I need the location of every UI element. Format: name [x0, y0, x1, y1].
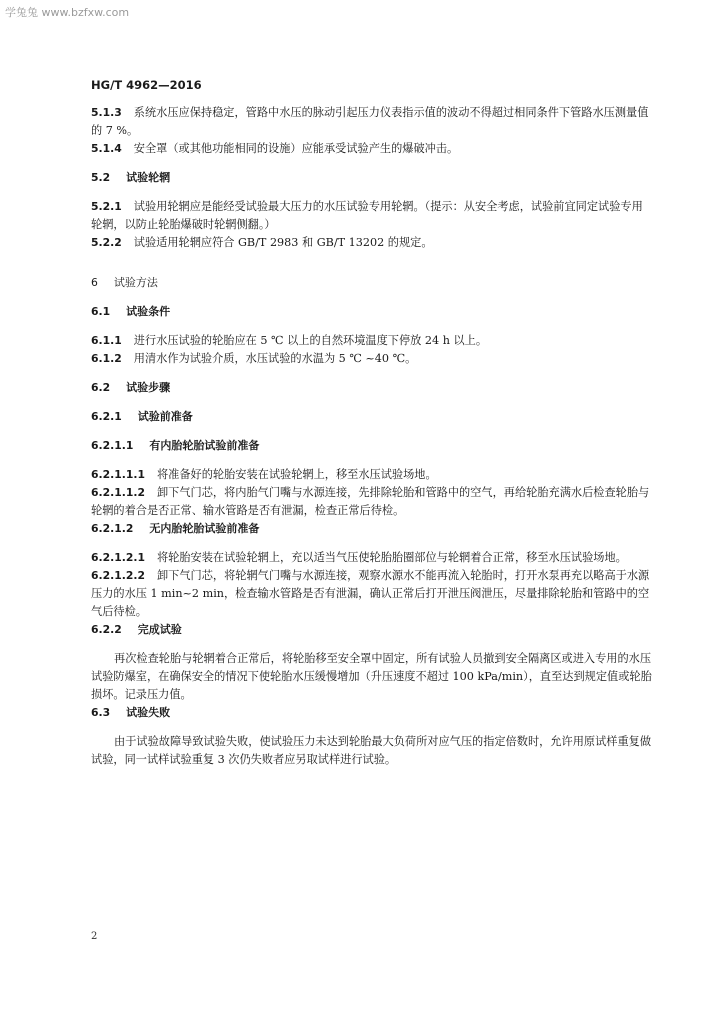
clause-5-2-2: [91, 234, 653, 252]
clause-number: 5.1.3: [91, 106, 122, 119]
heading-6-2-1-1: [91, 437, 653, 455]
watermark: 学兔兔 www.bzfxw.com: [5, 6, 130, 19]
heading-number: 6.3: [91, 706, 111, 719]
heading-6-1: [91, 303, 653, 321]
heading-6-2-2: [91, 621, 653, 639]
paragraph-6-3: 由于试验故障导致试验失败，使试验压力未达到轮胎最大负荷所对应气压的指定倍数时，允许用原试样重复做试验，同一试样试验重复 3 次仍失败者应另取试样进行试验。: [91, 735, 652, 766]
heading-number: 5.2: [91, 171, 111, 184]
heading-number: 6.2.2: [91, 623, 122, 636]
heading-title: 试验方法: [113, 276, 158, 289]
clause-number: 5.2.2: [91, 236, 122, 249]
heading-number: 6.2: [91, 381, 111, 394]
clause-number: 6.2.1.2.1: [91, 551, 145, 564]
clause-6-2-1-1-1: [91, 466, 653, 484]
page-number: 2: [91, 931, 98, 942]
heading-title: 完成试验: [137, 623, 182, 636]
clause-text: 试验适用轮辋应符合 GB/T 2983 和 GB/T 13202 的规定。: [133, 236, 433, 249]
clause-text: 卸下气门芯，将内胎气门嘴与水源连接，先排除轮胎和管路中的空气，再给轮胎充满水后检查轮胎与轮辋的着合是否正常、输水管路是否有泄漏，检查正常后待检。: [91, 486, 650, 517]
heading-title: 无内胎轮胎试验前准备: [149, 522, 260, 535]
heading-title: 试验条件: [126, 305, 171, 318]
clause-number: 5.1.4: [91, 142, 122, 155]
clause-6-2-1-2-2: [91, 567, 653, 621]
clause-number: 6.2.1.2.2: [91, 569, 145, 582]
heading-6-3: [91, 704, 653, 722]
page-body: [91, 104, 653, 769]
heading-6-2: [91, 379, 653, 397]
clause-text: 系统水压应保持稳定，管路中水压的脉动引起压力仪表指示值的波动不得超过相同条件下管路水压测量值的 7 %。: [91, 106, 649, 137]
clause-5-2-1: [91, 198, 653, 234]
heading-number: 6.2.1.1: [91, 439, 134, 452]
clause-6-1-1: [91, 332, 653, 350]
heading-5-2: [91, 169, 653, 187]
heading-6-2-1: [91, 408, 653, 426]
clause-text: 用清水作为试验介质，水压试验的水温为 5 ℃ ~40 ℃。: [133, 352, 417, 365]
heading-title: 试验失败: [126, 706, 171, 719]
paragraph-6-2-2: 再次检查轮胎与轮辋着合正常后，将轮胎移至安全罩中固定，所有试验人员撤到安全隔离区或进入专用的水压试验防爆室，在确保安全的情况下使轮胎水压缓慢增加（升压速度不超过 100 kPa/min），直至达到规定值或轮胎损坏。记录压力值。: [91, 652, 652, 701]
heading-title: 试验前准备: [137, 410, 193, 423]
clause-number: 6.1.1: [91, 334, 122, 347]
heading-number: 6.2.1: [91, 410, 122, 423]
heading-number: 6.1: [91, 305, 111, 318]
heading-6: [91, 274, 653, 292]
clause-text: 将准备好的轮胎安装在试验轮辋上，移至水压试验场地。: [156, 468, 437, 481]
clause-text: 试验用轮辋应是能经受试验最大压力的水压试验专用轮辋。（提示：从安全考虑，试验前宜同定试验专用轮辋，以防止轮胎爆破时轮辋侧翻。）: [91, 200, 643, 231]
heading-6-2-1-2: [91, 520, 653, 538]
clause-text: 卸下气门芯，将轮辋气门嘴与水源连接，观察水源水不能再流入轮胎时，打开水泵再充以略高于水源压力的水压 1 min~2 min，检查输水管路是否有泄漏，确认正常后打开泄压阀泄压，尽量排除轮胎和管路中的空气后待检。: [91, 569, 650, 618]
clause-6-1-2: [91, 350, 653, 368]
heading-title: 试验轮辋: [126, 171, 171, 184]
clause-6-2-1-2-1: [91, 549, 653, 567]
clause-number: 6.1.2: [91, 352, 122, 365]
clause-5-1-3: [91, 104, 653, 140]
clause-number: 6.2.1.1.2: [91, 486, 145, 499]
heading-number: 6.2.1.2: [91, 522, 134, 535]
clause-5-1-4: [91, 140, 653, 158]
standard-code: HG/T 4962—2016: [91, 78, 202, 92]
heading-number: 6: [91, 276, 98, 289]
heading-title: 有内胎轮胎试验前准备: [149, 439, 260, 452]
heading-title: 试验步骤: [126, 381, 171, 394]
clause-text: 安全罩（或其他功能相同的设施）应能承受试验产生的爆破冲击。: [133, 142, 459, 155]
clause-number: 6.2.1.1.1: [91, 468, 145, 481]
clause-number: 5.2.1: [91, 200, 122, 213]
clause-6-2-1-1-2: [91, 484, 653, 520]
clause-text: 进行水压试验的轮胎应在 5 ℃ 以上的自然环境温度下停放 24 h 以上。: [133, 334, 488, 347]
clause-text: 将轮胎安装在试验轮辋上，充以适当气压使轮胎胎圈部位与轮辋着合正常，移至水压试验场地。: [156, 551, 627, 564]
